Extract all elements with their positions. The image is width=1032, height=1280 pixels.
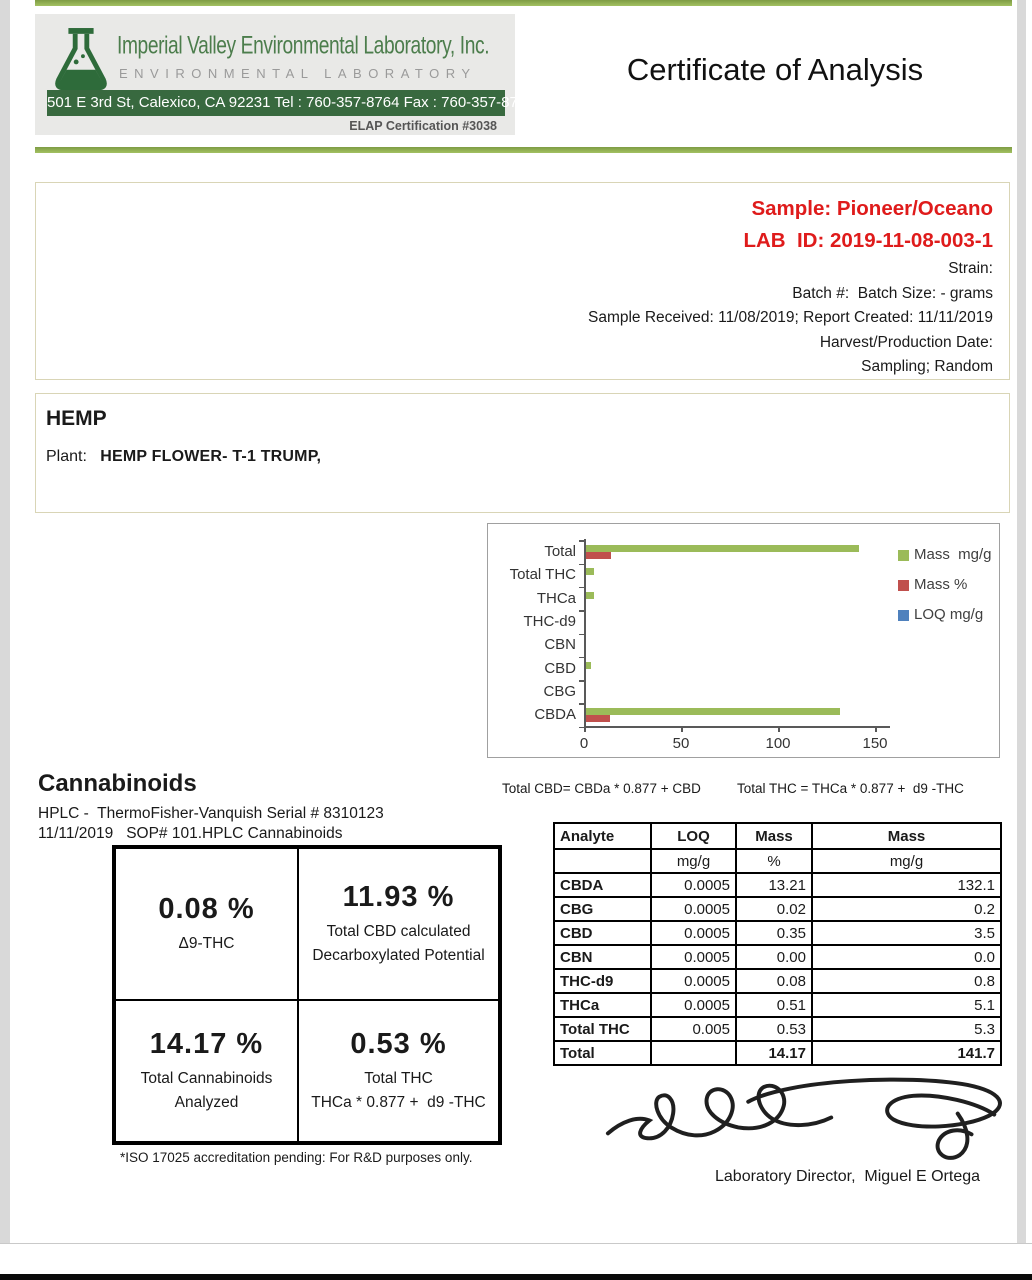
results-cell: 0.8 [812, 969, 1001, 993]
results-cell: Total THC [554, 1017, 651, 1041]
summary-label: Total Cannabinoids [140, 1069, 273, 1087]
iso-footnote: *ISO 17025 accreditation pending: For R&D purposes only. [120, 1150, 473, 1165]
results-cell [651, 1041, 736, 1065]
chart-bar-mass-pct [584, 715, 610, 722]
chart-x-tick-label: 100 [765, 735, 791, 752]
chart-y-tick [579, 610, 584, 612]
table-row [554, 1041, 1001, 1065]
summary-value: 14.17 % [149, 1027, 264, 1060]
results-table [553, 822, 1002, 1066]
batch-line: Batch #: Batch Size: - grams [792, 284, 993, 302]
chart-category-label: THCa [536, 589, 576, 607]
summary-cell-total-thc [298, 1000, 499, 1142]
director-line: Laboratory Director, Miguel E Ortega [715, 1168, 981, 1185]
chart-category-label: THC-d9 [523, 612, 576, 630]
results-units-cell [554, 849, 651, 873]
thc-formula: Total THC = THCa * 0.877 + d9 -THC [737, 781, 964, 796]
summary-cell-d9thc [115, 848, 298, 1000]
lab-header-block [35, 14, 535, 135]
table-row [554, 897, 1001, 921]
bottom-black-bar [0, 1274, 1032, 1280]
chart-y-tick [579, 680, 584, 682]
chart-x-tick [584, 726, 586, 732]
page-bottom-edge [0, 1243, 1032, 1244]
results-cell: THC-d9 [554, 969, 651, 993]
legend-swatch [898, 580, 909, 591]
sample-name: Sample: Pioneer/Oceano [751, 197, 993, 220]
left-scan-edge [0, 0, 10, 1243]
summary-label: Analyzed [174, 1093, 239, 1111]
results-cell: 0.0 [812, 945, 1001, 969]
chart-legend-item [898, 578, 967, 592]
results-cell: 0.02 [736, 897, 812, 921]
table-row [554, 969, 1001, 993]
legend-swatch [898, 550, 909, 561]
hemp-title: HEMP [46, 407, 107, 430]
chart-y-tick [579, 634, 584, 636]
org-subtitle: ENVIRONMENTAL LABORATORY [119, 66, 477, 81]
results-cell: 5.1 [812, 993, 1001, 1017]
chart-category-label: CBN [544, 636, 576, 654]
chart-bar-mass-pct [584, 552, 611, 559]
flask-icon [50, 26, 112, 94]
chart-x-tick-label: 0 [579, 735, 589, 752]
chart-y-axis [584, 539, 586, 727]
summary-value: 0.53 % [350, 1027, 447, 1060]
chart-y-tick [579, 587, 584, 589]
results-cell: 0.08 [736, 969, 812, 993]
summary-quad-box [112, 845, 502, 1145]
summary-value: 11.93 % [342, 880, 455, 913]
summary-value: 0.08 % [158, 892, 255, 925]
legend-label: LOQ mg/g [914, 606, 984, 623]
received-line: Sample Received: 11/08/2019; Report Created: 11/11/2019 [588, 309, 993, 326]
table-row [554, 1017, 1001, 1041]
chart-x-axis [584, 726, 890, 728]
summary-label: Total THC [364, 1069, 433, 1087]
results-cell: 3.5 [812, 921, 1001, 945]
chart-y-tick [579, 703, 584, 705]
summary-label: Total CBD calculated [326, 922, 471, 940]
chart-x-tick [778, 726, 780, 732]
plant-label: Plant: [46, 448, 87, 465]
results-cell: Total [554, 1041, 651, 1065]
summary-label: Decarboxylated Potential [312, 946, 485, 964]
address-bar: 501 E 3rd St, Calexico, CA 92231 Tel : 760-357-8764 Fax : 760-357-8765 [47, 90, 505, 116]
results-cell: 14.17 [736, 1041, 812, 1065]
summary-cell-total-cbd [298, 848, 499, 1000]
results-cell: 0.00 [736, 945, 812, 969]
cannabinoids-title: Cannabinoids [38, 770, 197, 797]
legend-label: Mass mg/g [914, 546, 992, 563]
instrument-line: HPLC - ThermoFisher-Vanquish Serial # 8310123 [38, 805, 384, 822]
chart-legend-item [898, 548, 992, 562]
cbd-formula: Total CBD= CBDa * 0.877 + CBD [502, 781, 701, 796]
signature-scrawl [600, 1072, 1015, 1167]
results-cell: 0.0005 [651, 945, 736, 969]
results-cell: 0.0005 [651, 897, 736, 921]
chart-x-tick [875, 726, 877, 732]
results-cell: CBN [554, 945, 651, 969]
chart-bar-mass-mg [584, 545, 859, 552]
header-green-rule [35, 147, 1012, 153]
top-green-rule [35, 0, 1012, 6]
results-cell: 0.005 [651, 1017, 736, 1041]
strain-line: Strain: [948, 260, 993, 277]
sample-info-box [35, 182, 1010, 380]
lab-id: LAB ID: 2019-11-08-003-1 [743, 229, 993, 252]
results-header-cell: Mass [736, 823, 812, 849]
chart-y-tick [579, 540, 584, 542]
plant-value: HEMP FLOWER- T-1 TRUMP, [100, 448, 322, 465]
right-scan-edge [1017, 0, 1026, 1243]
results-cell: 0.53 [736, 1017, 812, 1041]
table-row [554, 993, 1001, 1017]
chart-x-tick [681, 726, 683, 732]
plant-line [46, 448, 321, 466]
chart-y-tick [579, 657, 584, 659]
results-cell: THCa [554, 993, 651, 1017]
results-units-cell: % [736, 849, 812, 873]
legend-swatch [898, 610, 909, 621]
results-cell: 0.2 [812, 897, 1001, 921]
chart-category-label: CBDA [534, 706, 576, 724]
summary-cell-total-cannabinoids [115, 1000, 298, 1142]
results-cell: 0.0005 [651, 969, 736, 993]
chart-x-tick-label: 150 [862, 735, 888, 752]
results-cell: CBG [554, 897, 651, 921]
results-header-cell: LOQ [651, 823, 736, 849]
results-cell: 141.7 [812, 1041, 1001, 1065]
org-name: Imperial Valley Environmental Laboratory, Inc. [117, 32, 490, 60]
table-row [554, 873, 1001, 897]
results-cell: 5.3 [812, 1017, 1001, 1041]
results-cell: 132.1 [812, 873, 1001, 897]
results-cell: 0.35 [736, 921, 812, 945]
sampling-line: Sampling; Random [861, 358, 993, 375]
results-cell: 0.0005 [651, 921, 736, 945]
results-header-cell: Mass [812, 823, 1001, 849]
results-cell: CBD [554, 921, 651, 945]
harvest-line: Harvest/Production Date: [819, 333, 993, 351]
chart-plot-area [488, 524, 1001, 759]
summary-label: THCa * 0.877 + d9 -THC [311, 1093, 486, 1111]
page-title: Certificate of Analysis [626, 52, 924, 87]
results-cell: 0.0005 [651, 993, 736, 1017]
chart-y-tick [579, 564, 584, 566]
chart-legend-item [898, 608, 983, 622]
chart-category-label: CBG [543, 682, 576, 700]
table-row [554, 921, 1001, 945]
chart-category-label: CBD [544, 659, 576, 677]
chart-bar-mass-mg [584, 708, 840, 715]
chart-bar-mass-mg [584, 568, 594, 575]
legend-label: Mass % [914, 576, 968, 593]
results-units-cell: mg/g [651, 849, 736, 873]
results-cell: 13.21 [736, 873, 812, 897]
table-row [554, 945, 1001, 969]
chart-category-label: Total [544, 543, 576, 560]
cannabinoid-chart [487, 523, 1000, 758]
elap-certification: ELAP Certification #3038 [349, 119, 497, 133]
method-line: 11/11/2019 SOP# 101.HPLC Cannabinoids [38, 825, 343, 842]
hemp-box [35, 393, 1010, 513]
results-units-cell: mg/g [812, 849, 1001, 873]
results-cell: 0.51 [736, 993, 812, 1017]
results-header-cell: Analyte [554, 823, 651, 849]
chart-x-tick-label: 50 [672, 735, 690, 752]
summary-label: Δ9-THC [178, 934, 235, 952]
chart-category-label: Total THC [509, 566, 576, 584]
results-cell: 0.0005 [651, 873, 736, 897]
results-cell: CBDA [554, 873, 651, 897]
